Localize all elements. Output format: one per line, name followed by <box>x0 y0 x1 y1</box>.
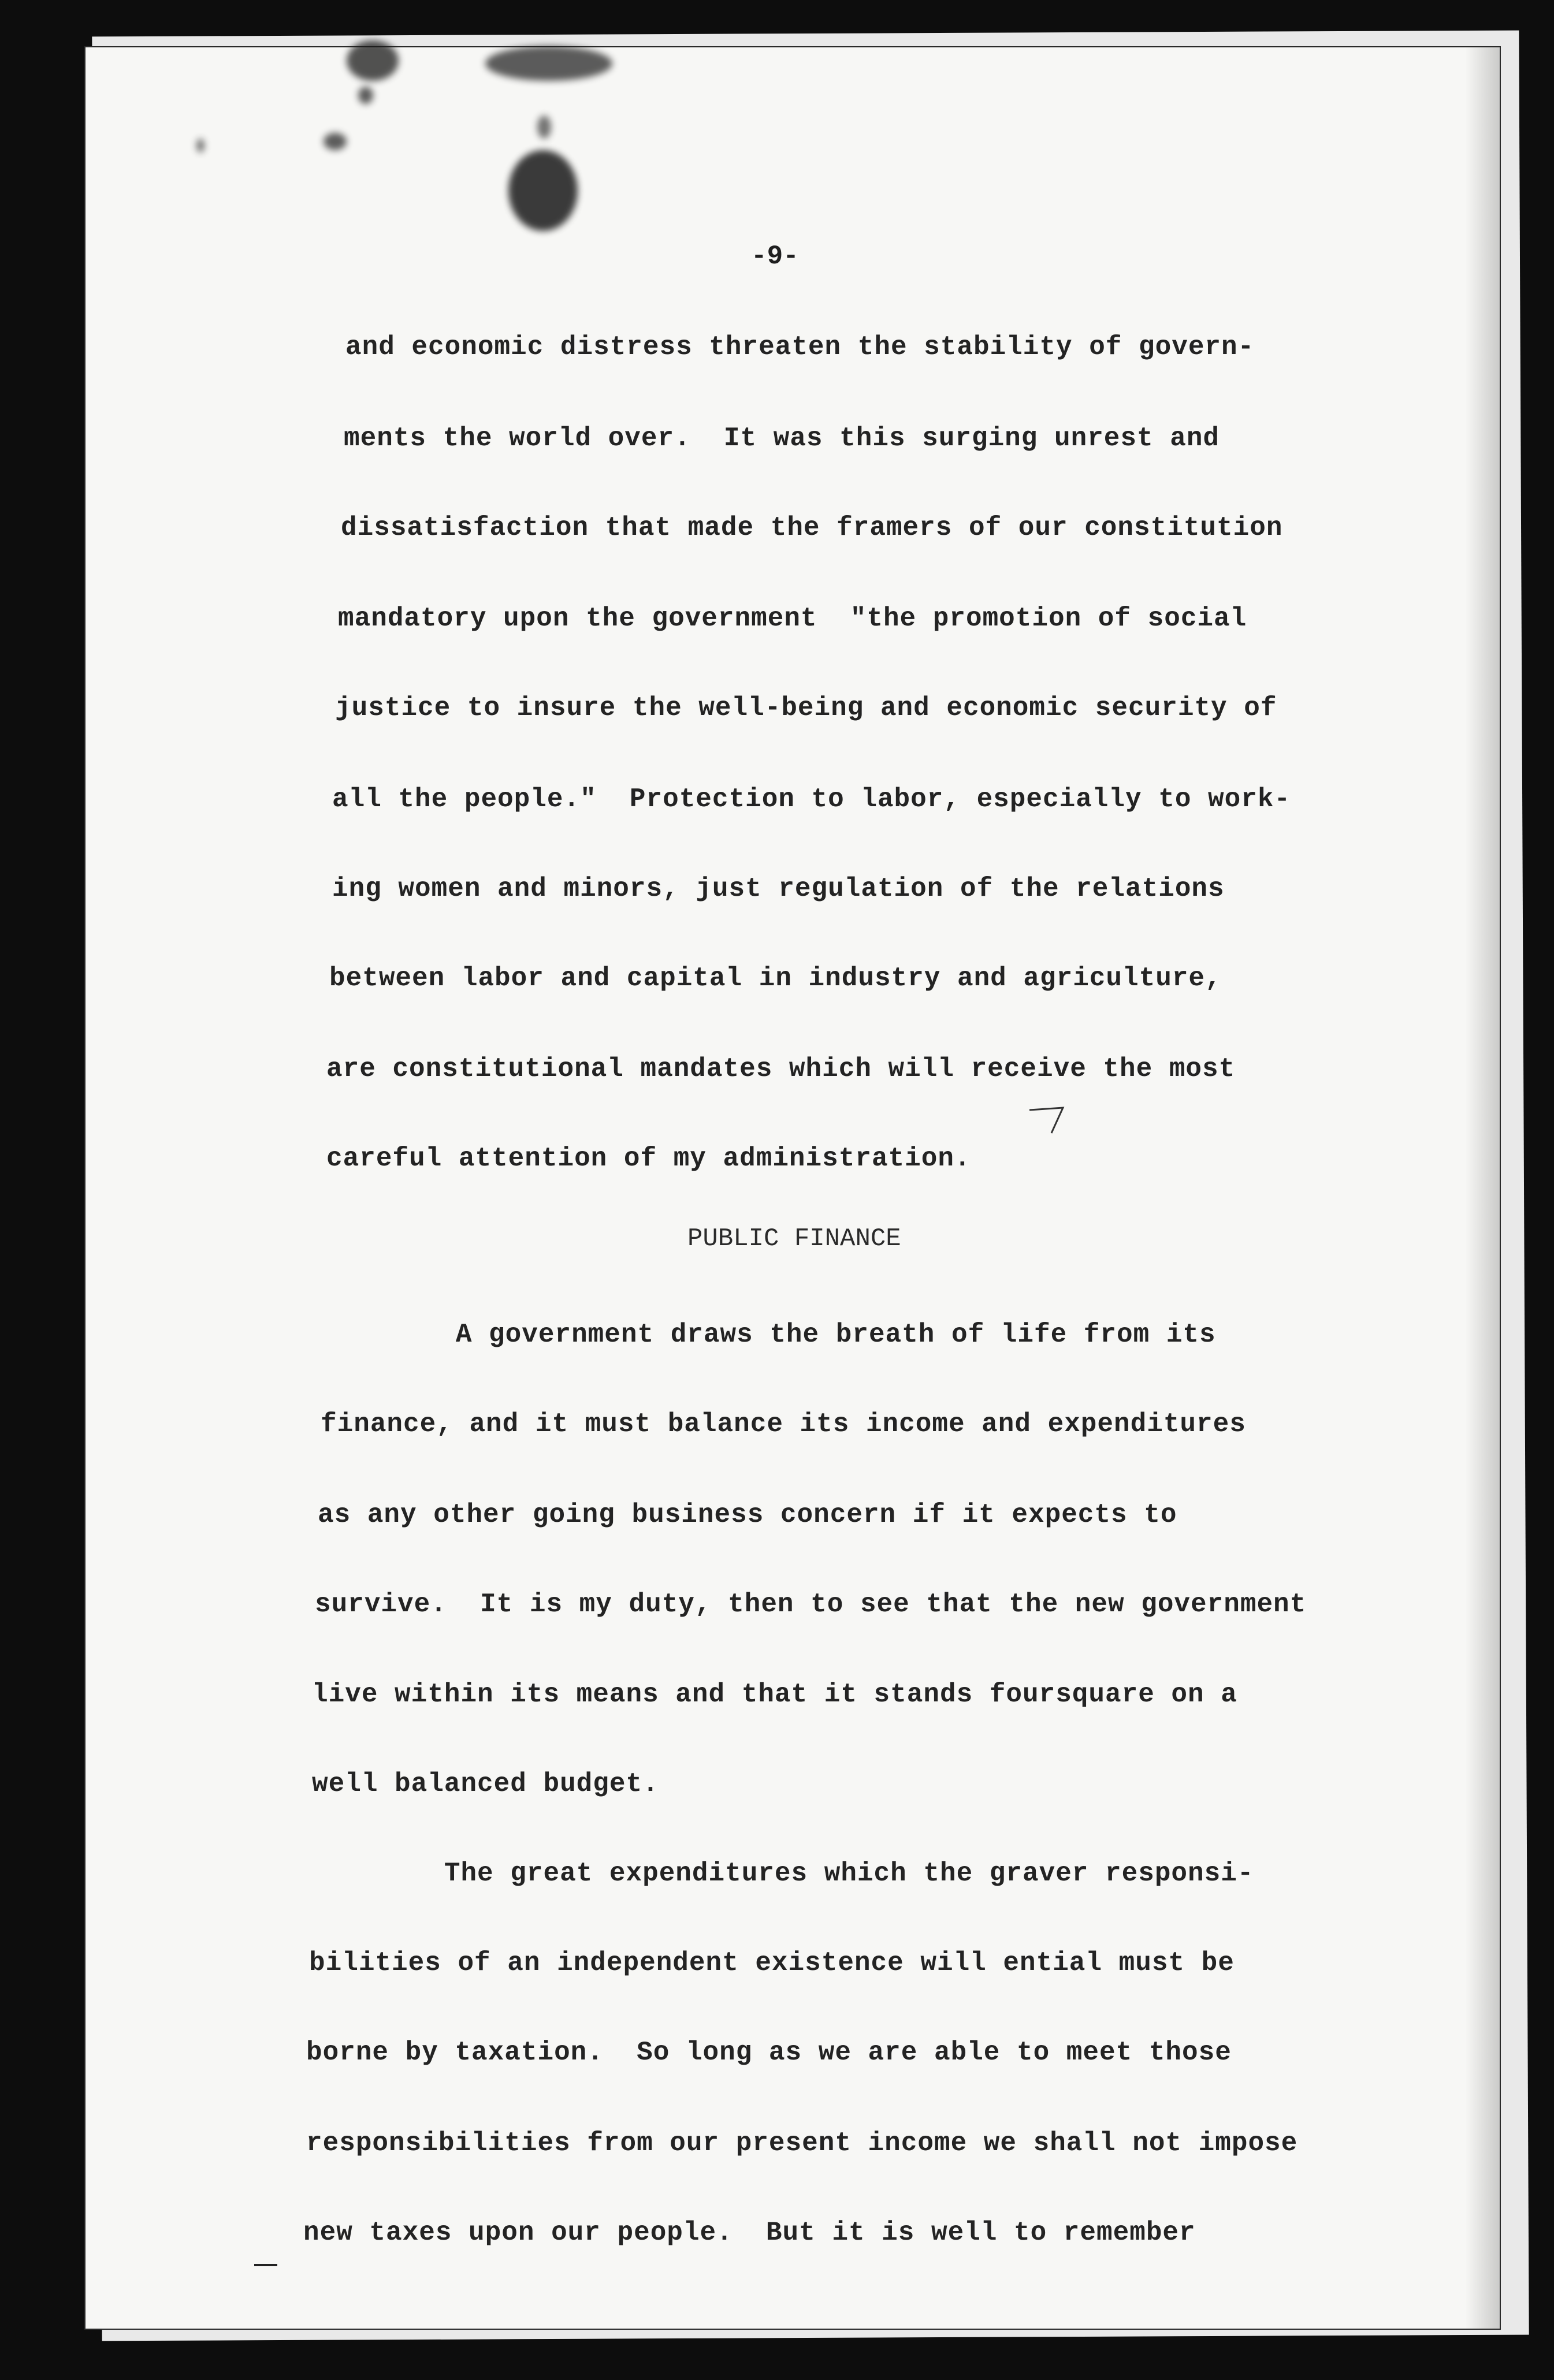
text-line: between labor and capital in industry and agriculture, <box>329 963 1222 993</box>
text-line: well balanced budget. <box>312 1769 659 1799</box>
page-edge-shadow <box>1465 47 1500 2329</box>
text-line: finance, and it must balance its income and expenditures <box>321 1409 1246 1439</box>
text-line: responsibilities from our present income we shall not impose <box>306 2128 1298 2158</box>
text-line: The great expenditures which the graver responsi- <box>312 1858 1254 1889</box>
page-number: -9- <box>751 241 799 271</box>
text-line: and economic distress threaten the stability of govern- <box>345 332 1255 362</box>
ink-smudge <box>196 139 205 152</box>
pencil-mark <box>1028 1104 1075 1139</box>
text-line: mandatory upon the government "the promotion of social <box>338 604 1247 634</box>
ink-smudge <box>485 46 612 81</box>
document-page <box>85 47 1500 2329</box>
text-line: new taxes upon our people. But it is well to remember <box>303 2218 1196 2248</box>
text-line: ments the world over. It was this surging unrest and <box>344 423 1220 453</box>
ink-smudge <box>358 87 373 104</box>
text-line: justice to insure the well-being and economic security of <box>335 693 1277 723</box>
text-line: dissatisfaction that made the framers of our constitution <box>341 513 1283 543</box>
text-line: careful attention of my administration. <box>326 1144 971 1174</box>
ink-smudge <box>508 150 578 231</box>
ink-smudge <box>324 133 347 150</box>
text-line: live within its means and that it stands foursquare on a <box>312 1679 1237 1709</box>
section-heading: PUBLIC FINANCE <box>687 1224 901 1253</box>
text-line: as any other going business concern if it expects to <box>318 1500 1177 1530</box>
text-line: bilities of an independent existence will ential must be <box>309 1948 1235 1978</box>
text-line: all the people." Protection to labor, especially to work- <box>332 784 1291 814</box>
ink-smudge <box>537 116 551 139</box>
text-line: borne by taxation. So long as we are able to meet those <box>306 2038 1232 2068</box>
text-line: ing women and minors, just regulation of the relations <box>332 874 1225 904</box>
ink-smudge <box>347 40 399 81</box>
margin-mark <box>254 2264 277 2266</box>
text-line: are constitutional mandates which will receive the most <box>326 1054 1236 1084</box>
text-line: survive. It is my duty, then to see that the new government <box>315 1589 1307 1619</box>
text-line: A government draws the breath of life from its <box>324 1320 1216 1350</box>
